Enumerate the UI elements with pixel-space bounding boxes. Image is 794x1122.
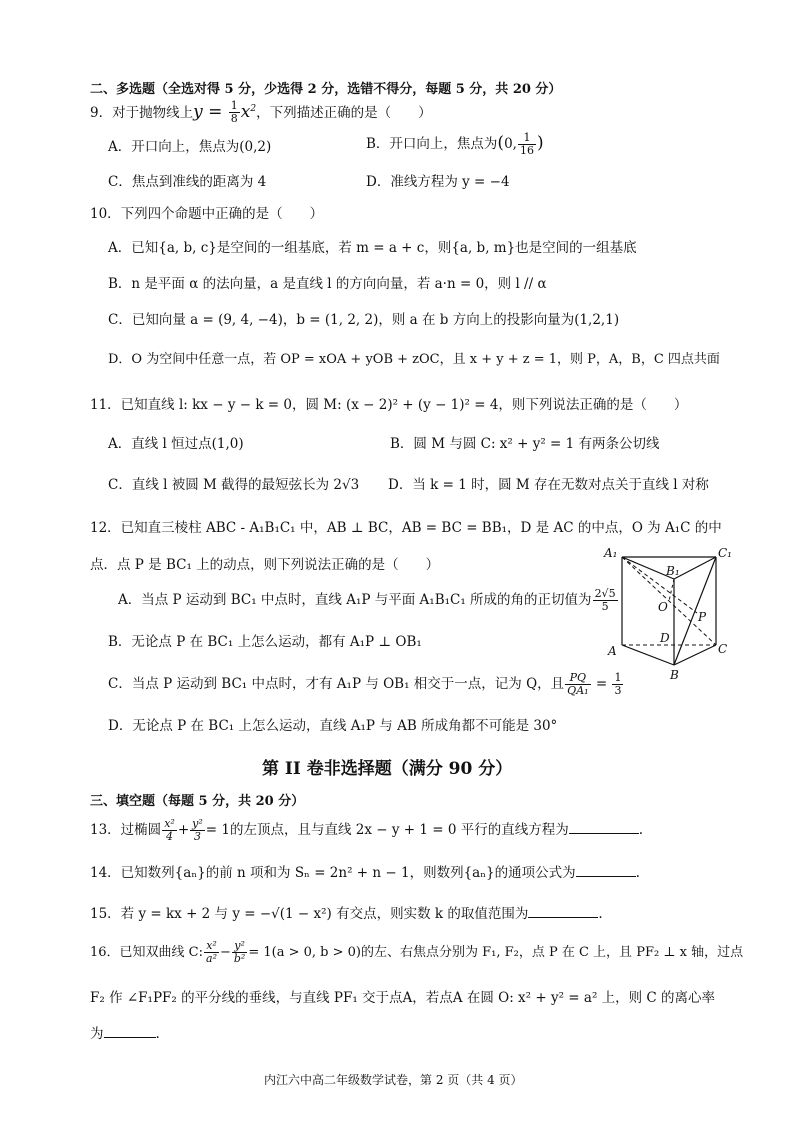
q16-post: (a > 0, b > 0)的左、右焦点分别为 F₁, F₂，点 P 在 C 上，且 PF₂ ⊥ x 轴，过点 [271, 945, 744, 960]
q9-formula: y = $\frac{1}{8}$ $x^2$ [193, 99, 257, 125]
q9-option-c: C．焦点到准线的距离为 4 [108, 174, 267, 190]
label-c1: C₁ [718, 546, 732, 560]
question-13: 13．过椭圆 $\frac{\text{x²}}{4}$ + $\frac{\text{y²}}{3}$ = 1的左顶点，且与直线 2x − y + 1 = 0 平行的直线方程为 . [90, 817, 644, 843]
label-b1: B₁ [666, 564, 680, 578]
label-p: P [698, 610, 707, 624]
q12-option-d: D．无论点 P 在 BC₁ 上怎么运动，直线 A₁P 与 AB 所成角都不可能是 30° [108, 718, 558, 734]
q10-option-b: B．n 是平面 α 的法向量，a 是直线 l 的方向向量，若 a·n = 0，则 l // α [108, 276, 547, 292]
q9-option-a: A．开口向上，焦点为(0,2) [108, 139, 272, 155]
q16-pre: 16．已知双曲线 C: [90, 945, 204, 960]
q15-text: 15．若 y = kx + 2 与 y = −√(1 − x²) 有交点，则实数 k 的取值范围为 [90, 906, 529, 922]
label-a: A [608, 644, 617, 658]
q9-option-b-text: B．开口向上，焦点为 [366, 136, 498, 152]
q12-option-c-text: C．当点 P 运动到 BC₁ 中点时，才有 A₁P 与 OB₁ 相交于一点，记为 Q，且 [108, 676, 565, 692]
q11-option-c: C．直线 l 被圆 M 截得的最短弦长为 2√3 [108, 477, 360, 493]
question-10-stem: 10．下列四个命题中正确的是（ ） [90, 206, 324, 222]
q10-option-a: A．已知{a, b, c}是空间的一组基底，若 m = a + c，则{a, b, m}也是空间的一组基底 [108, 240, 637, 256]
label-o: O [658, 600, 668, 614]
question-16-line1: 16．已知双曲线 C: $\frac{\text{x²}}{\text{a²}}$ − $\frac{\text{y²}}{\text{b²}}$ = 1(a > 0, b > 0)的左、右焦点分别为 F₁, F₂，点 P 在 C 上，且 PF₂ ⊥ x 轴，过点 [90, 939, 744, 965]
q11-option-d: D．当 k = 1 时，圆 M 存在无数对点关于直线 l 对称 [388, 477, 709, 493]
q12-option-a: A．当点 P 运动到 BC₁ 中点时，直线 A₁P 与平面 A₁B₁C₁ 所成的角的正切值为 $\frac{2√5}{5}$ [118, 587, 616, 613]
q13-post: 的左顶点，且与直线 2x − y + 1 = 0 平行的直线方程为 [229, 822, 569, 838]
label-a1: A₁ [604, 546, 618, 560]
segment-b1o [669, 579, 674, 601]
question-11-stem: 11．已知直线 l: kx − y − k = 0，圆 M: (x − 2)² + (y − 1)² = 4，则下列说法正确的是（ ） [90, 397, 688, 413]
question-15: 15．若 y = kx + 2 与 y = −√(1 − x²) 有交点，则实数 k 的取值范围为 . [90, 906, 603, 922]
label-b: B [670, 668, 679, 682]
q9-option-d: D．准线方程为 y = −4 [366, 174, 510, 190]
section-header-fill-in: 三、填空题（每题 5 分，共 20 分） [90, 794, 305, 809]
q14-answer-blank[interactable] [576, 864, 636, 877]
q12-option-c: C．当点 P 运动到 BC₁ 中点时，才有 A₁P 与 OB₁ 相交于一点，记为 Q，且 $\frac{PQ}{\text{QA₁}}$ = $\frac{1}{3}$ [108, 671, 622, 697]
q13-answer-blank[interactable] [569, 821, 639, 834]
edge-b1c1 [674, 557, 716, 579]
question-16-line2: F₂ 作 ∠F₁PF₂ 的平分线的垂线，与直线 PF₁ 交于点A，若点A 在圆 O: x² + y² = a² 上，则 C 的离心率 [90, 990, 716, 1006]
q9-stem-post: ，下列描述正确的是（ ） [256, 105, 432, 121]
q14-text: 14．已知数列{aₙ}的前 n 项和为 Sₙ = 2n² + n − 1，则数列{aₙ}的通项公式为 [90, 865, 576, 881]
edge-ab [622, 645, 674, 665]
question-12-stem-line1: 12．已知直三棱柱 ABC - A₁B₁C₁ 中，AB ⊥ BC，AB = BC = BB₁，D 是 AC 的中点，O 为 A₁C 的中 [90, 520, 722, 536]
q9-stem-pre: 9．对于抛物线上 [90, 105, 194, 121]
q15-answer-blank[interactable] [528, 905, 598, 918]
question-12-stem-line2: 点．点 P 是 BC₁ 上的动点，则下列说法正确的是（ ） [90, 557, 440, 573]
q10-option-d: D．O 为空间中任意一点，若 OP = xOA + yOB + zOC，且 x + y + z = 1，则 P，A，B，C 四点共面 [108, 352, 720, 367]
q12-option-a-text: A．当点 P 运动到 BC₁ 中点时，直线 A₁P 与平面 A₁B₁C₁ 所成的角的正切值为 [118, 592, 592, 608]
page-footer: 内江六中高二年级数学试卷，第 2 页（共 4 页） [264, 1073, 523, 1087]
q13-pre: 13．过椭圆 [90, 822, 162, 838]
question-16-line3: 为 . [90, 1026, 160, 1042]
question-9-stem [90, 100, 432, 125]
q11-option-b: B．圆 M 与圆 C: x² + y² = 1 有两条公切线 [390, 436, 660, 452]
label-d: D [660, 631, 670, 645]
q16-answer-blank[interactable] [104, 1025, 156, 1038]
part-2-title: 第 II 卷非选择题（满分 90 分） [262, 759, 513, 779]
section-header-multiple-choice: 二、多选题（全选对得 5 分，少选得 2 分，选错不得分，每题 5 分，共 20 分） [90, 82, 562, 97]
q9-option-b: B．开口向上，焦点为(0, $\frac{1}{16}$ ) [366, 131, 544, 157]
label-c: C [718, 642, 728, 656]
prism-figure [600, 545, 750, 685]
q12-option-b: B．无论点 P 在 BC₁ 上怎么运动，都有 A₁P ⊥ OB₁ [108, 634, 422, 650]
q11-option-a: A．直线 l 恒过点(1,0) [108, 436, 244, 452]
q10-option-c: C．已知向量 a = (9, 4, −4)，b = (1, 2, 2)，则 a 在 b 方向上的投影向量为(1,2,1) [108, 312, 620, 328]
question-14: 14．已知数列{aₙ}的前 n 项和为 Sₙ = 2n² + n − 1，则数列{aₙ}的通项公式为 . [90, 865, 640, 881]
